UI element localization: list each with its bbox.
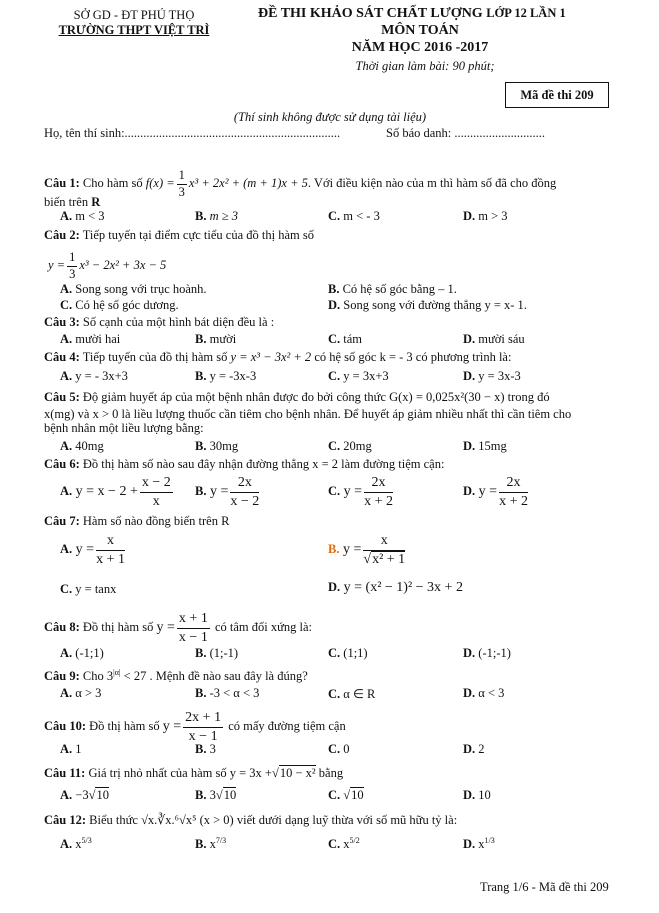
option-text: y = - 3x+3 (75, 369, 128, 383)
base: x (209, 837, 216, 852)
formula: x³ + 2x² + (m + 1)x + 5 (188, 176, 308, 190)
option-letter: B. (195, 369, 207, 383)
option-letter: B. (195, 837, 207, 852)
option-text: -3 < α < 3 (209, 686, 260, 700)
question-2 (44, 228, 314, 243)
option-letter: B. (195, 788, 207, 802)
question-text: . Với điều kiện nào của m thì hàm số đã cho đồng (307, 176, 557, 190)
department: SỞ GD - ĐT PHÚ THỌ (73, 8, 195, 22)
option-c (60, 582, 116, 597)
fraction (499, 474, 528, 510)
option-b (195, 686, 259, 701)
question-8 (44, 610, 312, 646)
option-d (463, 836, 495, 852)
option-text: mười hai (75, 332, 121, 346)
question-label: Câu 11: (44, 766, 86, 780)
numerator: 2x (230, 474, 259, 493)
exponent: 5/3 (81, 836, 92, 845)
option-letter: A. (60, 646, 73, 660)
numerator: 2x (499, 474, 528, 493)
question-text: Đồ thị hàm số (89, 718, 160, 733)
option-b (195, 439, 238, 454)
question-2-formula (48, 250, 166, 282)
question-label: Câu 2: (44, 228, 80, 242)
question-text: . Mệnh đề nào sau đây là đúng? (149, 669, 308, 684)
question-label: Câu 4: (44, 350, 80, 364)
option-text: m > 3 (478, 209, 508, 223)
option-a (60, 532, 127, 568)
question-12 (44, 812, 457, 828)
candidate-number-field: Số báo danh: ............................. (386, 126, 546, 140)
option-text: 20mg (343, 439, 372, 453)
option-text: 30mg (209, 439, 239, 453)
option-text: α > 3 (75, 686, 102, 700)
option-b (195, 474, 261, 510)
option-a (60, 686, 101, 701)
fraction (364, 474, 393, 510)
option-d (328, 580, 463, 596)
option-text: Có hệ số góc bằng – 1. (342, 282, 457, 296)
denominator: x − 1 (188, 728, 218, 744)
option-letter: A. (60, 209, 73, 223)
question-text: biến trên (44, 195, 89, 209)
option-text: 2 (478, 742, 485, 756)
numerator: x − 2 (140, 474, 173, 493)
option-letter: D. (463, 686, 476, 700)
option-text: 3 (209, 742, 216, 756)
question-text: bằng (318, 766, 344, 780)
option-text: y = (478, 484, 498, 500)
question-text: Cho hàm số (82, 176, 143, 190)
option-text: y = 3x-3 (478, 369, 521, 383)
option-text: 0 (343, 742, 350, 756)
formula: y = (48, 258, 66, 272)
option-a (60, 439, 104, 454)
question-text: Độ giảm huyết áp của một bệnh nhân được đo bởi công thức G(x) = 0,025x²(30 − x) trong đó (82, 390, 550, 404)
option-d (463, 788, 491, 803)
option-text: y = 3x+3 (343, 369, 389, 383)
fraction (140, 474, 173, 510)
formula: y = 3x + (229, 766, 272, 780)
question-10 (44, 709, 346, 745)
option-c (328, 836, 360, 852)
numerator: x (96, 532, 125, 551)
question-text: có hệ số góc k = - 3 có phương trình là: (314, 350, 512, 364)
option-d (463, 742, 485, 757)
option-a (60, 646, 104, 661)
option-letter: C. (328, 837, 341, 852)
question-11: Câu 11: Giá trị nhỏ nhất của hàm số y = 3x +√10 − x² bằng (44, 766, 344, 780)
option-letter: B. (195, 686, 207, 700)
option-letter: A. (60, 837, 73, 852)
option-letter: B. (195, 484, 207, 499)
option-letter: D. (463, 646, 476, 660)
set-R: R (91, 195, 101, 209)
option-c (60, 298, 179, 313)
question-label: Câu 5: (44, 390, 80, 404)
option-text: 15mg (478, 439, 507, 453)
option-a (60, 209, 105, 224)
formula: x³ − 2x² + 3x − 5 (79, 258, 167, 272)
fraction (183, 709, 223, 745)
formula: < 27 (123, 669, 147, 684)
option-letter: C. (328, 209, 341, 223)
fraction (96, 532, 125, 568)
denominator: √x² + 1 (363, 551, 406, 567)
school-name: TRƯỜNG THPT VIỆT TRÌ (58, 23, 210, 37)
denominator: x + 2 (499, 493, 528, 509)
option-a (60, 282, 207, 297)
question-text: Biểu thức (89, 813, 138, 827)
page-footer: Trang 1/6 - Mã đề thi 209 (480, 880, 609, 894)
option-c (328, 209, 380, 224)
option-text: α ∈ R (343, 687, 376, 701)
option-letter: C. (328, 742, 341, 756)
option-letter: A. (60, 788, 73, 802)
option-text: y = (343, 484, 363, 500)
option-b (328, 282, 457, 297)
option-d (463, 209, 508, 224)
option-b (195, 646, 238, 661)
option-text: mười sáu (478, 332, 525, 346)
base: x (478, 837, 485, 852)
option-letter: C. (328, 369, 341, 383)
note: (Thí sinh không được sử dụng tài liệu) (233, 110, 427, 124)
option-letter: B. (195, 646, 207, 660)
question-label: Câu 3: (44, 315, 80, 329)
question-label: Câu 1: (44, 176, 80, 190)
option-letter: D. (463, 837, 476, 852)
option-text: Có hệ số góc dương. (75, 298, 179, 312)
option-d (463, 439, 507, 454)
exam-title (258, 6, 566, 22)
option-c (328, 646, 368, 661)
option-text: y = -3x-3 (209, 369, 257, 383)
radicand: x² + 1 (372, 551, 406, 567)
option-text: (-1;-1) (478, 646, 511, 660)
formula: y = (162, 718, 182, 734)
option-text: mười (209, 332, 237, 346)
option-c (328, 742, 350, 757)
option-a (60, 332, 120, 347)
option-text: tám (343, 332, 363, 346)
option-letter: B. (195, 439, 207, 453)
option-letter: D. (463, 209, 476, 223)
fraction (67, 250, 77, 282)
student-name-field: Họ, tên thí sinh:..................................................................... (44, 126, 341, 140)
question-1 (44, 168, 556, 200)
option-letter: A. (60, 282, 73, 296)
option-text: 40mg (75, 439, 104, 453)
option-letter: A. (60, 332, 73, 346)
exponent: |α| (113, 668, 121, 677)
option-letter: D. (328, 298, 341, 312)
numerator: 1 (177, 168, 187, 185)
coefficient: −3 (75, 788, 89, 802)
title-grade: LỚP 12 LẦN 1 (486, 6, 566, 20)
option-b: B. 3√10 (195, 788, 237, 802)
question-label: Câu 8: (44, 619, 80, 634)
option-text: y = (x² − 1)² − 3x + 2 (343, 580, 463, 595)
option-letter: A. (60, 484, 73, 499)
question-text: Tiếp tuyến của đồ thị hàm số (82, 350, 228, 364)
option-c (328, 369, 389, 384)
option-d (328, 298, 527, 313)
option-letter: D. (463, 742, 476, 756)
exam-code-box: Mã đề thi 209 (505, 82, 609, 108)
option-d (463, 474, 530, 510)
option-c (328, 332, 362, 347)
option-c (328, 686, 375, 702)
title-main: ĐỀ THI KHẢO SÁT CHẤT LƯỢNG (258, 6, 483, 21)
option-letter: A. (60, 439, 73, 453)
option-text: 10 (478, 788, 491, 802)
question-label: Câu 12: (44, 813, 87, 827)
formula: y = x³ − 3x² + 2 (230, 350, 312, 364)
option-text: m < 3 (75, 209, 105, 223)
denominator: x − 1 (178, 629, 208, 645)
formula: 3 (106, 669, 114, 684)
option-text: Song song với trục hoành. (75, 282, 207, 296)
option-text: (1;-1) (209, 646, 239, 660)
question-3 (44, 315, 274, 330)
option-letter: A. (60, 742, 73, 756)
subject: MÔN TOÁN (381, 23, 459, 38)
question-1-line2 (44, 195, 100, 210)
option-c: C. √10 (328, 788, 364, 802)
option-letter: D. (463, 788, 476, 802)
option-text: Song song với đường thẳng y = x- 1. (343, 298, 527, 312)
time-limit: Thời gian làm bài: 90 phút; (355, 59, 495, 73)
question-text: (x > 0) viết dưới dạng luỹ thừa với số mũ hữu tỷ là: (199, 813, 458, 827)
question-label: Câu 9: (44, 669, 80, 684)
option-letter: C. (328, 439, 341, 453)
option-letter: C. (328, 687, 341, 701)
question-text: Đồ thị hàm số (82, 619, 154, 634)
fraction (230, 474, 259, 510)
option-letter: A. (60, 542, 73, 557)
option-letter: C. (60, 298, 73, 312)
option-letter: C. (328, 788, 341, 802)
option-letter: D. (463, 484, 476, 499)
option-letter: A. (60, 369, 73, 383)
exponent: 5/2 (349, 836, 360, 845)
option-b (195, 742, 216, 757)
question-5-line2: x(mg) và x > 0 là liều lượng thuốc cần tiêm cho bệnh nhân. Để huyết áp giảm nhiều nhất thì cần tiêm cho (44, 407, 572, 421)
option-a (60, 474, 175, 510)
question-text: có tâm đối xứng là: (214, 619, 312, 634)
option-letter: D. (463, 369, 476, 383)
question-6 (44, 457, 444, 472)
question-5 (44, 390, 610, 405)
coefficient: 3 (209, 788, 216, 802)
option-letter: D. (463, 332, 476, 346)
option-b (328, 532, 407, 568)
option-letter: B. (328, 282, 340, 296)
radicand: 10 (351, 788, 364, 802)
numerator: 2x (364, 474, 393, 493)
option-text: (1;1) (343, 646, 368, 660)
option-letter: D. (328, 580, 341, 594)
option-letter-highlighted: B. (328, 542, 340, 557)
option-text: y = (209, 484, 229, 500)
option-letter: C. (328, 484, 341, 499)
option-letter: C. (60, 582, 73, 596)
fraction (177, 610, 210, 646)
option-letter: B. (195, 209, 207, 223)
option-d (463, 369, 521, 384)
option-b (195, 332, 236, 347)
denominator: x (152, 493, 160, 509)
denominator: 3 (69, 266, 76, 281)
question-5-line3: bệnh nhân một liều lượng bằng: (44, 421, 204, 435)
question-7 (44, 514, 229, 529)
question-4 (44, 350, 511, 365)
option-b (195, 369, 256, 384)
numerator: 1 (67, 250, 77, 267)
question-text: Hàm số nào đồng biến trên R (82, 514, 230, 528)
fraction (177, 168, 187, 200)
question-label: Câu 10: (44, 718, 87, 733)
base: x (75, 837, 82, 852)
question-text: Đồ thị hàm số nào sau đây nhận đường thẳng x = 2 làm đường tiệm cận: (82, 457, 445, 471)
option-b (195, 209, 238, 224)
question-label: Câu 6: (44, 457, 80, 471)
option-letter: B. (195, 332, 207, 346)
question-9 (44, 668, 308, 684)
question-text: có mấy đường tiệm cận (228, 718, 346, 733)
denominator: x − 2 (230, 493, 260, 509)
option-d (463, 332, 525, 347)
option-a (60, 369, 128, 384)
radicand: 10 (96, 788, 109, 802)
option-letter: A. (60, 686, 73, 700)
radicand: 10 (223, 788, 237, 802)
question-text: Số cạnh của một hình bát diện đều là : (82, 315, 275, 329)
option-text: y = x − 2 + (75, 484, 138, 500)
numerator: 2x + 1 (183, 709, 223, 728)
radicand: 10 − x² (279, 766, 316, 780)
option-text: α < 3 (478, 686, 505, 700)
option-a (60, 742, 82, 757)
base: x (343, 837, 350, 852)
option-letter: C. (328, 646, 341, 660)
exponent: 1/3 (484, 836, 495, 845)
denominator: x + 2 (364, 493, 393, 509)
option-text: y = tanx (75, 582, 117, 596)
question-text: Giá trị nhỏ nhất của hàm số (88, 766, 227, 780)
option-d (463, 686, 504, 701)
option-letter: C. (328, 332, 341, 346)
option-text: 1 (75, 742, 82, 756)
formula: y = (156, 619, 175, 635)
option-a (60, 836, 92, 852)
question-text: Tiếp tuyến tại điểm cực tiểu của đồ thị hàm số (82, 228, 314, 242)
fraction (363, 532, 405, 568)
option-a: A. −3√10 (60, 788, 109, 802)
formula: f(x) = (145, 176, 175, 190)
numerator: x + 1 (177, 610, 210, 629)
option-c (328, 474, 395, 510)
denominator: x + 1 (96, 551, 125, 567)
option-letter: B. (195, 742, 207, 756)
option-text: y = (75, 542, 95, 558)
school-year: NĂM HỌC 2016 -2017 (351, 40, 489, 55)
question-label: Câu 7: (44, 514, 80, 528)
option-c (328, 439, 372, 454)
exponent: 7/3 (215, 836, 227, 845)
option-letter: D. (463, 439, 476, 453)
option-d (463, 646, 511, 661)
option-b (195, 836, 226, 852)
option-text: m < - 3 (343, 209, 380, 223)
formula: √x.∛x.⁶√x⁵ (141, 813, 197, 827)
option-text: m ≥ 3 (209, 209, 238, 223)
question-text: Cho (82, 669, 104, 684)
option-text: (-1;1) (75, 646, 104, 660)
option-text: y = (342, 542, 362, 558)
denominator: 3 (178, 184, 185, 199)
numerator: x (363, 532, 405, 551)
